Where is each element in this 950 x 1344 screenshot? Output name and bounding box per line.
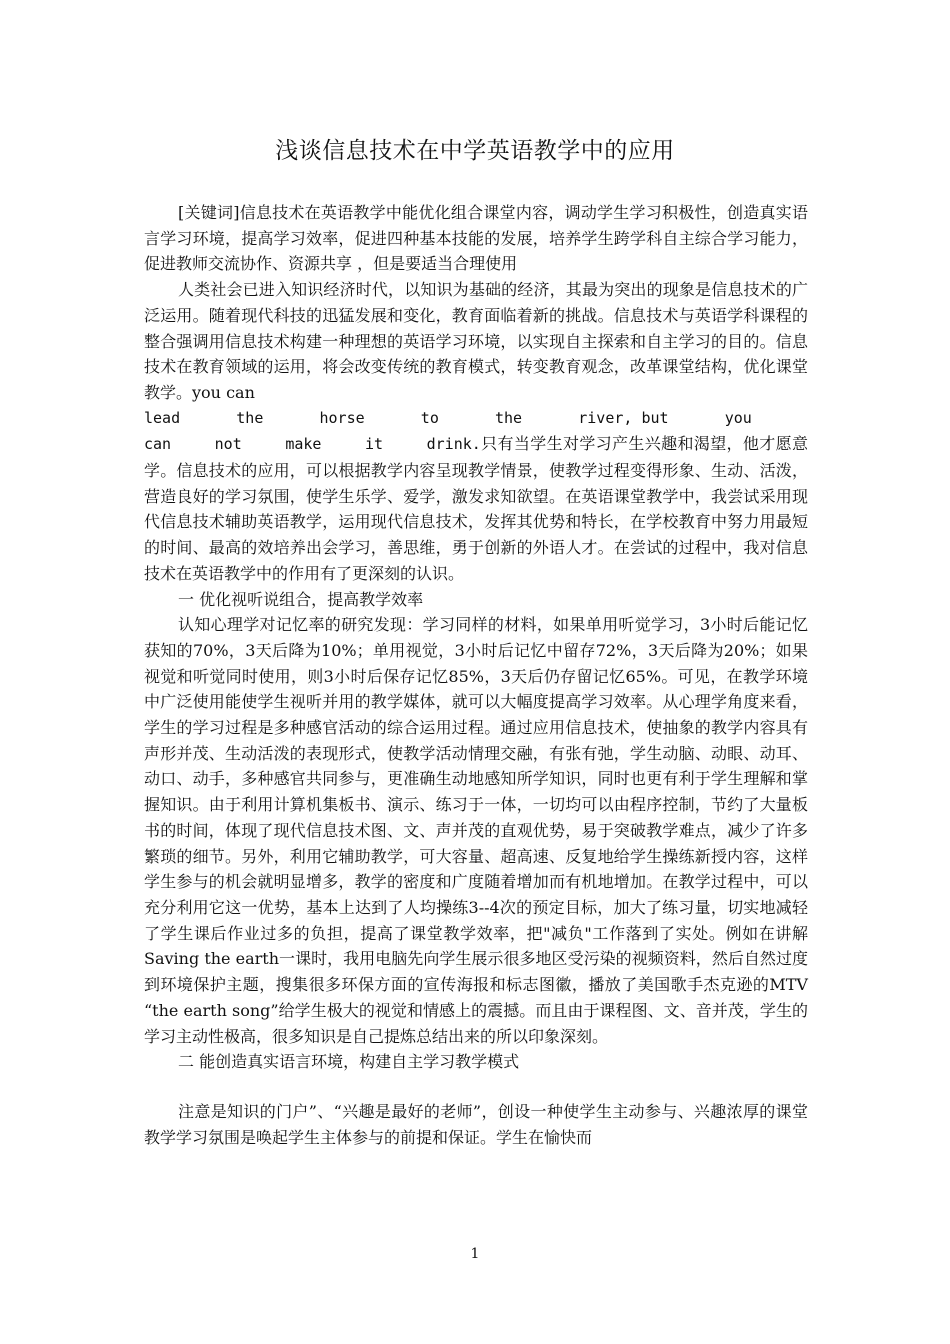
section-1-paragraph: 认知心理学对记忆率的研究发现：学习同样的材料，如果单用听觉学习，3小时后能记忆获知的70%，3天后降为10%；单用视觉，3小时后记忆中留存72%，3天后降为20%；如果视觉和听觉同时使用，则3小时后保存记忆85%，3天后仍存留记忆65%。可见，在教学环境中广泛使用能使学生视听并用的教学媒体，就可以大幅度提高学习效率。从心理学角度来看，学生的学习过程是多种感官活动的综合运用过程。通过应用信息技术，使抽象的教学内容具有声形并茂、生动活泼的表现形式，使教学活动情理交融，有张有弛，学生动脑、动眼、动耳、动口、动手，多种感官共同参与，更准确生动地感知所学知识，同时也更有利于学生理解和掌握知识。由于利用计算机集板书、演示、练习于一体，一切均可以由程序控制，节约了大量板书的时间，体现了现代信息技术图、文、声并茂的直观优势，易于突破教学难点，减少了许多繁琐的细节。另外，利用它辅助教学，可大容量、超高速、反复地给学生操练新授内容，这样学生参与的机会就明显增多，教学的密度和广度随着增加而有机地增加。在教学过程中，可以充分利用它这一优势，基本上达到了人均操练3--4次的预定目标，加大了练习量，切实地减轻了学生课后作业过多的负担，提高了课堂教学效率，把"减负"工作落到了实处。例如在讲解Saving the earth一课时，我用电脑先向学生展示很多地区受污染的视频资料，然后自然过度到环境保护主题，搜集很多环保方面的宣传海报和标志图徽，播放了美国歌手杰克逊的MTV “the earth song”给学生极大的视觉和情感上的震撼。而且由于课程图、文、音并茂，学生的学习主动性极高，很多知识是自己提炼总结出来的所以印象深刻。 [144, 615, 808, 1046]
document-body [144, 200, 808, 1150]
section-1-heading: 一 优化视听说组合，提高教学效率 [178, 589, 424, 609]
english-word: not [214, 435, 242, 454]
intro-paragraph-text: 只有当学生对学习产生兴趣和渴望，他才愿意学。信息技术的应用，可以根据教学内容呈现教学情景，使教学过程变得形象、生动、活泼，营造良好的学习氛围，使学生乐学、爱学，激发求知欲望。在英语课堂教学中，我尝试采用现代信息技术辅助英语教学，运用现代信息技术，发挥其优势和特长，在学校教育中努力用最短的时间、最高的效培养出会学习，善思维，勇于创新的外语人才。在尝试的过程中，我对信息技术在英语教学中的作用有了更深刻的认识。 [144, 434, 808, 583]
english-word: river, but [578, 408, 669, 427]
english-word: the [236, 408, 264, 427]
english-word: can [144, 435, 172, 454]
english-word: you [724, 408, 752, 427]
english-word: make [285, 435, 322, 454]
english-word: horse [319, 408, 365, 427]
english-word: it [365, 435, 384, 454]
english-word: to [420, 408, 439, 427]
section-2-heading: 二 能创造真实语言环境，构建自主学习教学模式 [178, 1052, 520, 1072]
english-word: lead [144, 408, 181, 427]
document-title: 浅谈信息技术在中学英语教学中的应用 [275, 138, 675, 164]
keywords-paragraph: [关键词]信息技术在英语教学中能优化组合课堂内容，调动学生学习积极性，创造真实语言学习环境，提高学习效率，促进四种基本技能的发展，培养学生跨学科自主综合学习能力，促进教师交流协作、资源共享 ，但是要适当合理使用 [144, 203, 808, 274]
page-number: 1 [470, 1246, 480, 1262]
english-word: the [495, 408, 523, 427]
intro-paragraph-part2 [144, 431, 808, 586]
section-2-paragraph: 注意是知识的门户”、“兴趣是最好的老师”，创设一种使学生主动参与、兴趣浓厚的课堂教学学习氛围是唤起学生主体参与的前提和保证。学生在愉快而 [144, 1101, 808, 1147]
english-word: drink. [426, 435, 481, 454]
english-phrase-row [144, 406, 808, 432]
intro-paragraph-part1: 人类社会已进入知识经济时代，以知识为基础的经济，其最为突出的现象是信息技术的广泛运用。随着现代科技的迅猛发展和变化，教育面临着新的挑战。信息技术与英语学科课程的整合强调用信息技术构建一种理想的英语学习环境，以实现自主探索和自主学习的目的。信息技术在教育领域的运用，将会改变传统的教育模式，转变教育观念，改革课堂结构，优化课堂教学。you can [144, 280, 808, 402]
